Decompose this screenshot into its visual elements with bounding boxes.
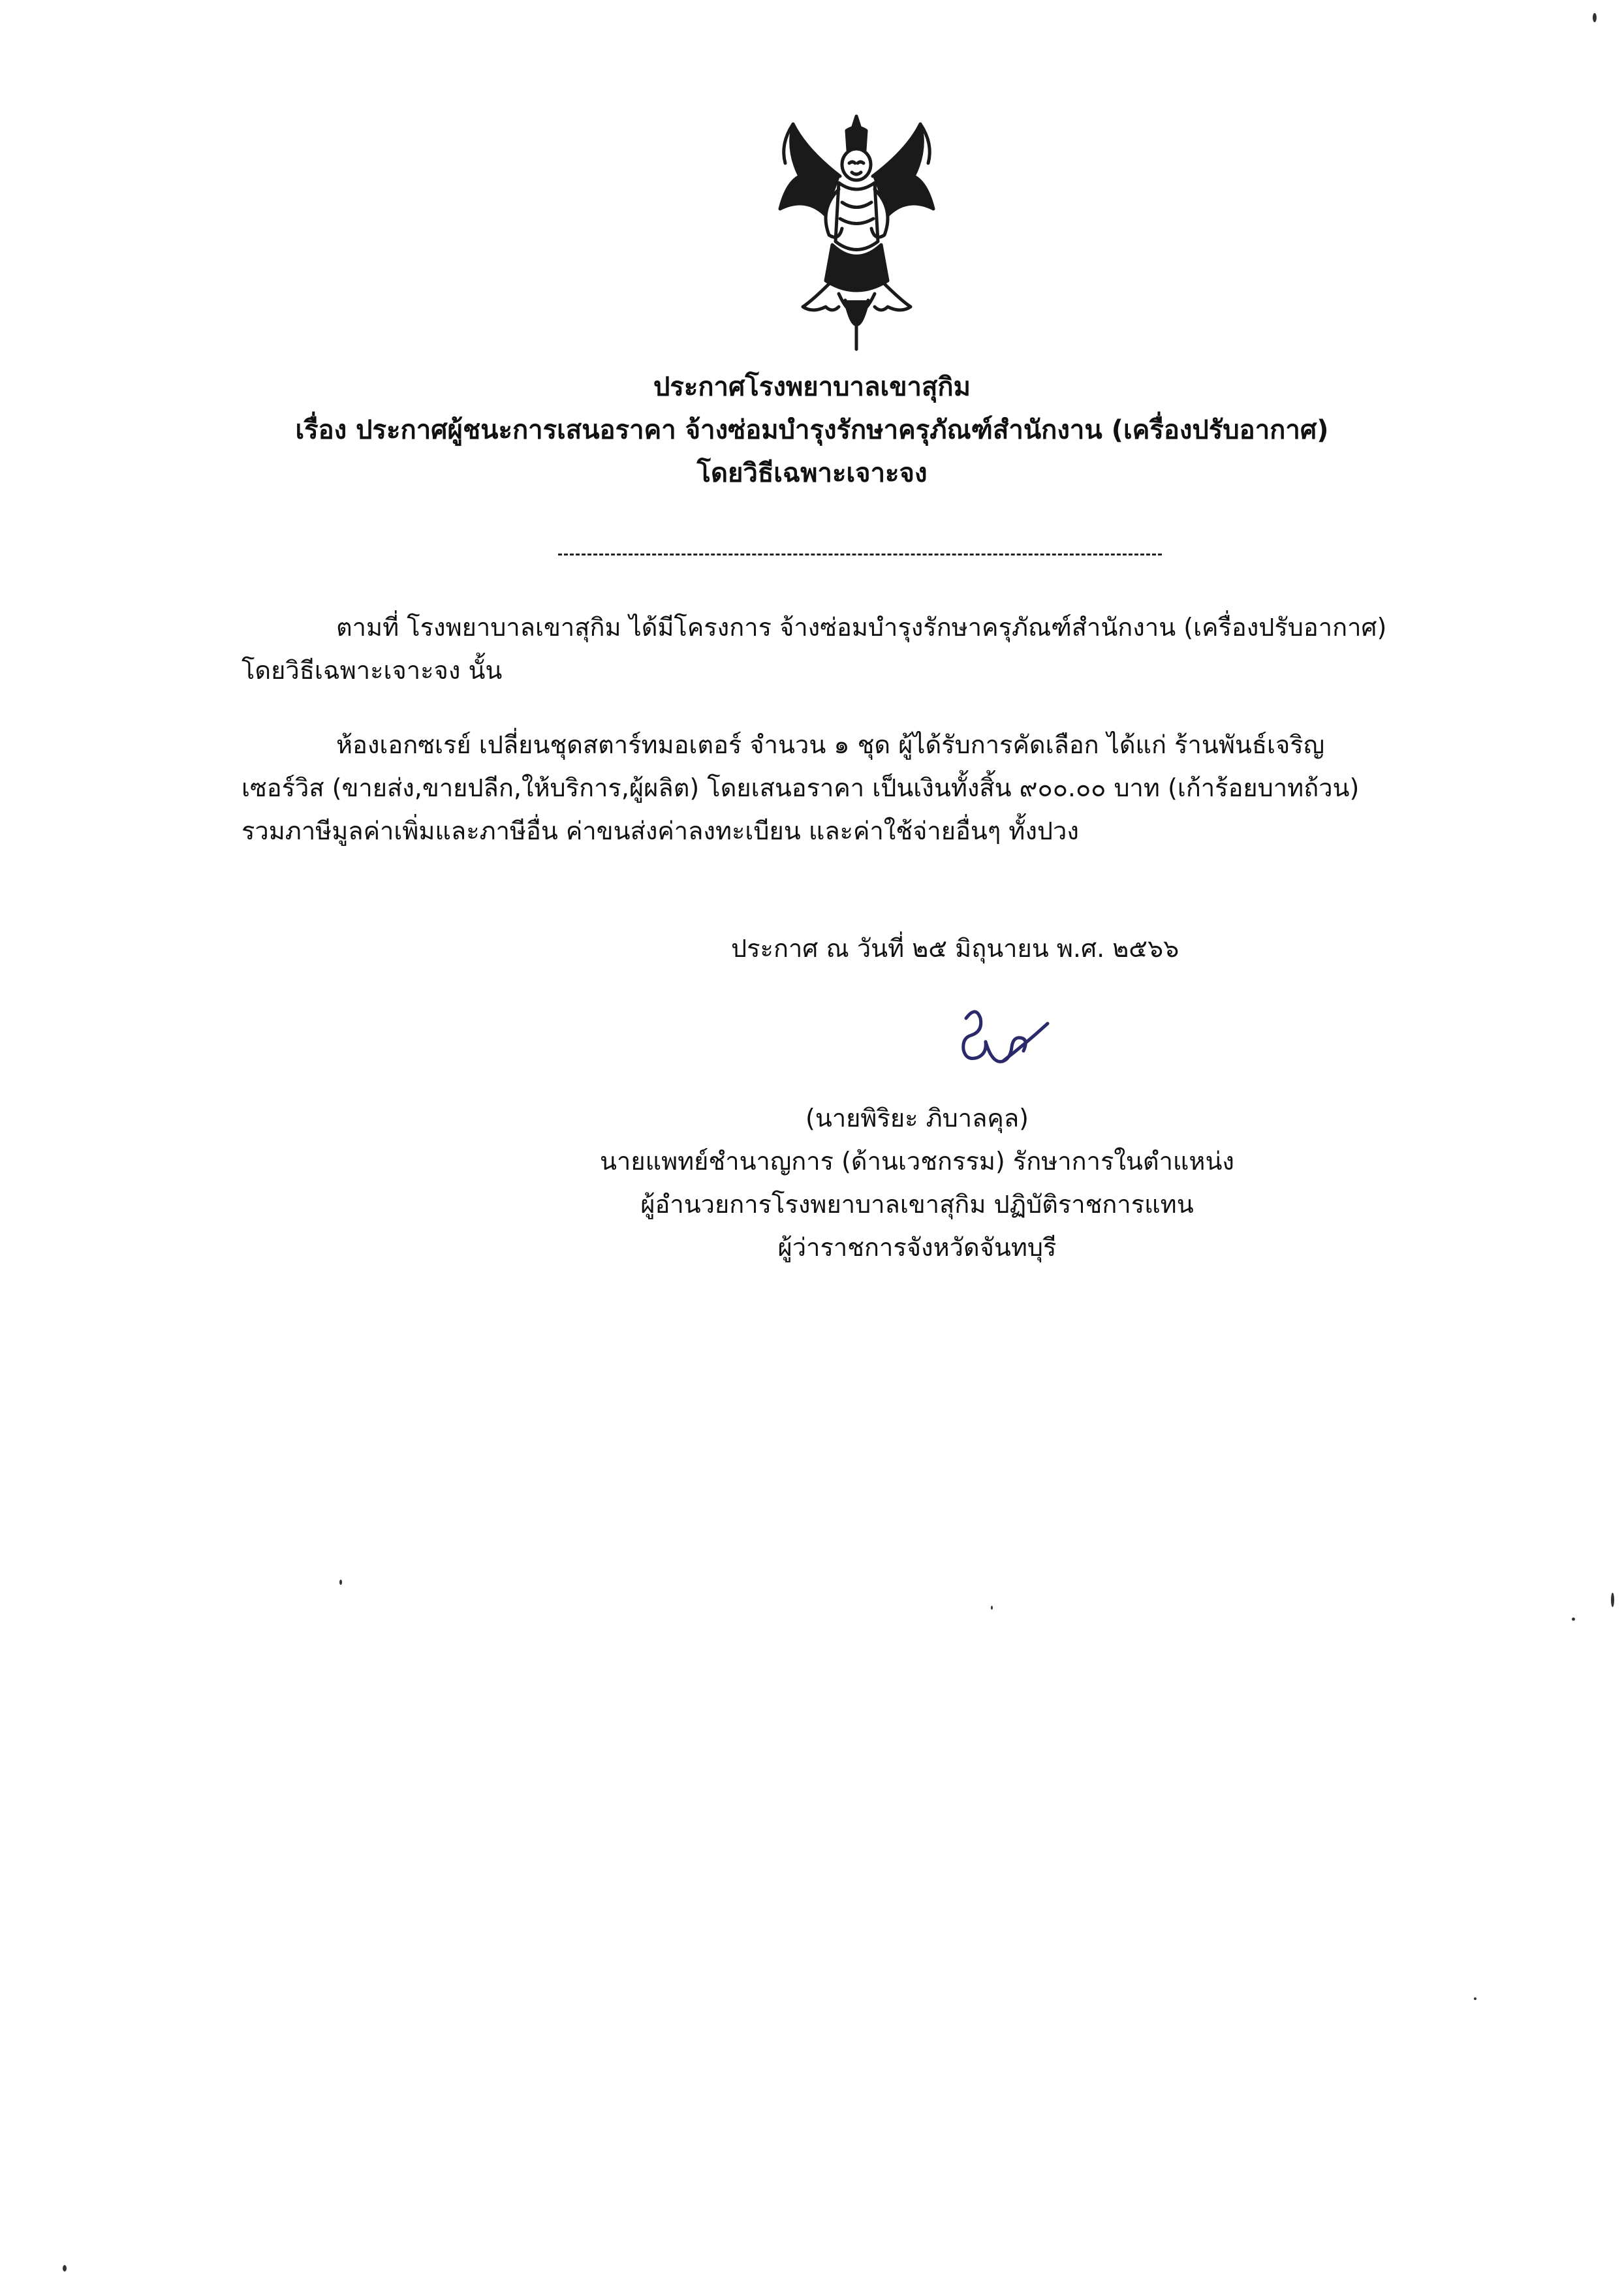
paragraph-line: โดยวิธีเฉพาะเจาะจง นั้น	[242, 656, 503, 685]
paragraph-project	[242, 606, 1387, 692]
signer-name: (นายพิริยะ ภิบาลคุล)	[805, 1104, 1029, 1133]
scan-speck	[1593, 13, 1597, 22]
scan-speck	[991, 1606, 993, 1610]
paragraph-line: เซอร์วิส (ขายส่ง,ขายปลีก,ให้บริการ,ผู้ผลิต) โดยเสนอราคา เป็นเงินทั้งสิ้น ๙๐๐.๐๐ บาท (เก้าร้อยบาทถ้วน)	[242, 774, 1360, 802]
paragraph-line: ห้องเอกซเรย์ เปลี่ยนชุดสตาร์ทมอเตอร์ จำนวน ๑ ชุด ผู้ได้รับการคัดเลือก ได้แก่ ร้านพันธ์เจริญ	[336, 730, 1325, 759]
scan-speck	[1474, 1997, 1476, 2000]
announcement-header	[0, 366, 1624, 495]
announcement-title: ประกาศโรงพยาบาลเขาสุกิม	[653, 372, 971, 402]
signer-position: นายแพทย์ชำนาญการ (ด้านเวชกรรม) รักษาการในตำแหน่ง	[600, 1147, 1234, 1176]
signer-position: ผู้อำนวยการโรงพยาบาลเขาสุกิม ปฏิบัติราชการแทน	[640, 1190, 1194, 1219]
signer-position: ผู้ว่าราชการจังหวัดจันทบุรี	[777, 1233, 1057, 1262]
scan-speck	[1572, 1618, 1575, 1621]
signature-icon	[940, 999, 1057, 1084]
scan-speck	[63, 2265, 67, 2272]
signer-block	[548, 1097, 1286, 1269]
paragraph-line: ตามที่ โรงพยาบาลเขาสุกิม ได้มีโครงการ จ้างซ่อมบำรุงรักษาครุภัณฑ์สำนักงาน (เครื่องปรับอากาศ)	[336, 613, 1387, 642]
garuda-emblem-icon	[767, 111, 946, 352]
announcement-date: ประกาศ ณ วันที่ ๒๕ มิถุนายน พ.ศ. ๒๕๖๖	[731, 934, 1179, 963]
announcement-subject: เรื่อง ประกาศผู้ชนะการเสนอราคา จ้างซ่อมบำรุงรักษาครุภัณฑ์สำนักงาน (เครื่องปรับอากาศ)	[295, 415, 1329, 445]
announcement-method: โดยวิธีเฉพาะเจาะจง	[696, 458, 928, 488]
paragraph-winner	[242, 723, 1360, 852]
paragraph-line: รวมภาษีมูลค่าเพิ่มและภาษีอื่น ค่าขนส่งค่าลงทะเบียน และค่าใช้จ่ายอื่นๆ ทั้งปวง	[242, 817, 1079, 845]
scan-speck	[1611, 1593, 1614, 1607]
scan-speck	[339, 1580, 342, 1585]
dashed-separator	[558, 554, 1162, 555]
